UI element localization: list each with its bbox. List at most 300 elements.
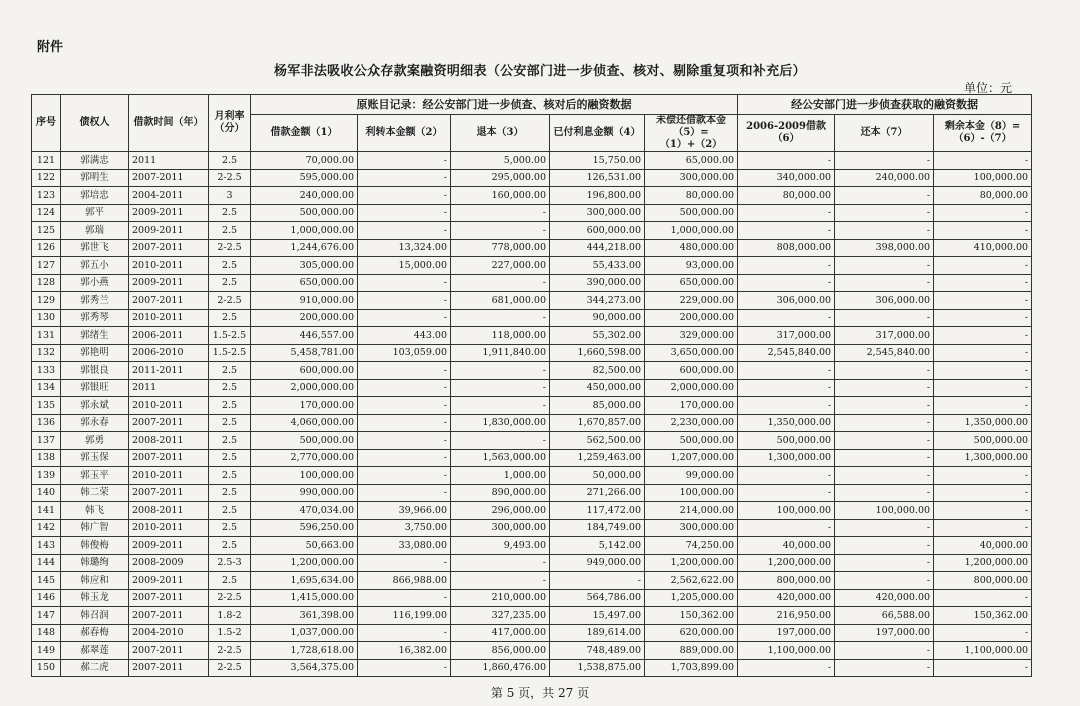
- cell-loan-2006-2009: -: [738, 379, 835, 397]
- cell-refund: -: [451, 554, 550, 572]
- cell-rate: 2.5: [209, 222, 251, 240]
- cell-seq: 131: [32, 327, 61, 345]
- cell-unpaid: 1,205,000.00: [645, 589, 738, 607]
- cell-loan-2006-2009: -: [738, 659, 835, 677]
- cell-interest-to-principal: -: [358, 589, 451, 607]
- cell-paid-interest: 15,750.00: [550, 152, 645, 170]
- cell-rate: 1.5-2.5: [209, 327, 251, 345]
- cell-rate: 2.5: [209, 309, 251, 327]
- cell-interest-to-principal: -: [358, 397, 451, 415]
- cell-interest-to-principal: 39,966.00: [358, 502, 451, 520]
- table-body: [32, 152, 1032, 677]
- cell-interest-to-principal: -: [358, 292, 451, 310]
- cell-loan: 200,000.00: [251, 309, 358, 327]
- cell-paid-interest: 196,800.00: [550, 187, 645, 205]
- table-row: [32, 169, 1032, 187]
- cell-paid-interest: 300,000.00: [550, 204, 645, 222]
- cell-remaining: -: [934, 257, 1032, 275]
- cell-rate: 1.8-2: [209, 607, 251, 625]
- cell-seq: 145: [32, 572, 61, 590]
- cell-loan: 910,000.00: [251, 292, 358, 310]
- cell-repay: -: [835, 187, 934, 205]
- table-row: [32, 659, 1032, 677]
- cell-period: 2011: [129, 152, 209, 170]
- cell-interest-to-principal: 116,199.00: [358, 607, 451, 625]
- cell-period: 2008-2011: [129, 432, 209, 450]
- cell-paid-interest: 450,000.00: [550, 379, 645, 397]
- cell-repay: -: [835, 309, 934, 327]
- cell-period: 2009-2011: [129, 537, 209, 555]
- cell-paid-interest: 184,749.00: [550, 519, 645, 537]
- cell-seq: 125: [32, 222, 61, 240]
- cell-paid-interest: 55,302.00: [550, 327, 645, 345]
- cell-paid-interest: 271,266.00: [550, 484, 645, 502]
- cell-interest-to-principal: -: [358, 484, 451, 502]
- table-row: [32, 187, 1032, 205]
- cell-rate: 2.5: [209, 519, 251, 537]
- cell-loan: 3,564,375.00: [251, 659, 358, 677]
- cell-period: 2008-2011: [129, 502, 209, 520]
- cell-refund: 1,563,000.00: [451, 449, 550, 467]
- cell-refund: 778,000.00: [451, 239, 550, 257]
- cell-loan: 500,000.00: [251, 204, 358, 222]
- cell-refund: 210,000.00: [451, 589, 550, 607]
- cell-remaining: 100,000.00: [934, 169, 1032, 187]
- cell-unpaid: 74,250.00: [645, 537, 738, 555]
- cell-period: 2010-2011: [129, 309, 209, 327]
- cell-refund: 1,830,000.00: [451, 414, 550, 432]
- cell-seq: 121: [32, 152, 61, 170]
- cell-rate: 2-2.5: [209, 589, 251, 607]
- cell-seq: 143: [32, 537, 61, 555]
- cell-loan: 446,557.00: [251, 327, 358, 345]
- cell-interest-to-principal: -: [358, 152, 451, 170]
- cell-interest-to-principal: -: [358, 467, 451, 485]
- cell-loan: 500,000.00: [251, 432, 358, 450]
- table-row: [32, 414, 1032, 432]
- cell-loan-2006-2009: -: [738, 274, 835, 292]
- page-footer: 第 5 页，共 27 页: [490, 686, 590, 700]
- cell-interest-to-principal: -: [358, 169, 451, 187]
- cell-period: 2010-2011: [129, 519, 209, 537]
- cell-loan-2006-2009: 1,200,000.00: [738, 554, 835, 572]
- cell-creditor: 郭玉平: [61, 467, 129, 485]
- cell-period: 2007-2011: [129, 449, 209, 467]
- cell-seq: 130: [32, 309, 61, 327]
- cell-creditor: 郭绪生: [61, 327, 129, 345]
- cell-repay: -: [835, 537, 934, 555]
- cell-rate: 2.5: [209, 204, 251, 222]
- cell-unpaid: 1,200,000.00: [645, 554, 738, 572]
- cell-loan: 596,250.00: [251, 519, 358, 537]
- cell-creditor: 郭秀琴: [61, 309, 129, 327]
- cell-creditor: 郭永春: [61, 414, 129, 432]
- cell-repay: 240,000.00: [835, 169, 934, 187]
- cell-remaining: 1,200,000.00: [934, 554, 1032, 572]
- cell-rate: 2.5-3: [209, 554, 251, 572]
- cell-paid-interest: 15,497.00: [550, 607, 645, 625]
- cell-repay: -: [835, 659, 934, 677]
- table-row: [32, 642, 1032, 660]
- cell-rate: 3: [209, 187, 251, 205]
- cell-repay: -: [835, 152, 934, 170]
- cell-period: 2011: [129, 379, 209, 397]
- cell-remaining: 40,000.00: [934, 537, 1032, 555]
- cell-loan-2006-2009: -: [738, 397, 835, 415]
- cell-repay: -: [835, 449, 934, 467]
- cell-period: 2007-2011: [129, 607, 209, 625]
- cell-unpaid: 1,000,000.00: [645, 222, 738, 240]
- cell-seq: 146: [32, 589, 61, 607]
- cell-paid-interest: 748,489.00: [550, 642, 645, 660]
- cell-unpaid: 93,000.00: [645, 257, 738, 275]
- table-row: [32, 519, 1032, 537]
- cell-loan: 170,000.00: [251, 397, 358, 415]
- cell-remaining: -: [934, 327, 1032, 345]
- cell-unpaid: 1,207,000.00: [645, 449, 738, 467]
- cell-loan: 5,458,781.00: [251, 344, 358, 362]
- cell-repay: -: [835, 554, 934, 572]
- cell-unpaid: 889,000.00: [645, 642, 738, 660]
- cell-unpaid: 99,000.00: [645, 467, 738, 485]
- cell-interest-to-principal: -: [358, 309, 451, 327]
- header-group-original: 原账目记录：经公安部门进一步侦查、核对后的融资数据: [251, 95, 738, 115]
- cell-unpaid: 150,362.00: [645, 607, 738, 625]
- cell-loan-2006-2009: -: [738, 362, 835, 380]
- cell-paid-interest: 1,660,598.00: [550, 344, 645, 362]
- cell-loan-2006-2009: 420,000.00: [738, 589, 835, 607]
- table-row: [32, 309, 1032, 327]
- cell-period: 2006-2010: [129, 344, 209, 362]
- cell-creditor: 韩俊梅: [61, 537, 129, 555]
- cell-unpaid: 329,000.00: [645, 327, 738, 345]
- cell-refund: -: [451, 397, 550, 415]
- cell-refund: 1,860,476.00: [451, 659, 550, 677]
- cell-refund: 9,493.00: [451, 537, 550, 555]
- table-row: [32, 537, 1032, 555]
- cell-period: 2010-2011: [129, 397, 209, 415]
- cell-period: 2011-2011: [129, 362, 209, 380]
- cell-period: 2007-2011: [129, 169, 209, 187]
- cell-paid-interest: 1,259,463.00: [550, 449, 645, 467]
- cell-remaining: -: [934, 222, 1032, 240]
- cell-loan-2006-2009: -: [738, 257, 835, 275]
- cell-unpaid: 620,000.00: [645, 624, 738, 642]
- cell-seq: 132: [32, 344, 61, 362]
- cell-interest-to-principal: 15,000.00: [358, 257, 451, 275]
- cell-period: 2004-2011: [129, 187, 209, 205]
- cell-rate: 2-2.5: [209, 239, 251, 257]
- cell-rate: 2-2.5: [209, 659, 251, 677]
- cell-interest-to-principal: -: [358, 187, 451, 205]
- cell-unpaid: 229,000.00: [645, 292, 738, 310]
- cell-rate: 2.5: [209, 397, 251, 415]
- cell-loan-2006-2009: -: [738, 204, 835, 222]
- cell-remaining: -: [934, 344, 1032, 362]
- cell-paid-interest: 50,000.00: [550, 467, 645, 485]
- cell-refund: 118,000.00: [451, 327, 550, 345]
- table-row: [32, 379, 1032, 397]
- header-loan-2006-2009: 2006-2009借款（6）: [738, 115, 835, 152]
- cell-remaining: -: [934, 362, 1032, 380]
- cell-paid-interest: 5,142.00: [550, 537, 645, 555]
- cell-rate: 1.5-2.5: [209, 344, 251, 362]
- cell-loan: 361,398.00: [251, 607, 358, 625]
- cell-repay: -: [835, 204, 934, 222]
- cell-remaining: -: [934, 204, 1032, 222]
- cell-loan: 240,000.00: [251, 187, 358, 205]
- cell-seq: 148: [32, 624, 61, 642]
- cell-period: 2010-2011: [129, 467, 209, 485]
- cell-rate: 2.5: [209, 414, 251, 432]
- cell-repay: -: [835, 379, 934, 397]
- header-paid-interest: 已付利息金额（4）: [550, 115, 645, 152]
- table-row: [32, 572, 1032, 590]
- table-row: [32, 502, 1032, 520]
- cell-period: 2009-2011: [129, 204, 209, 222]
- cell-refund: 1,000.00: [451, 467, 550, 485]
- cell-interest-to-principal: -: [358, 624, 451, 642]
- cell-seq: 141: [32, 502, 61, 520]
- cell-creditor: 郝翠莲: [61, 642, 129, 660]
- table-row: [32, 397, 1032, 415]
- cell-loan: 1,415,000.00: [251, 589, 358, 607]
- cell-refund: 300,000.00: [451, 519, 550, 537]
- cell-repay: -: [835, 257, 934, 275]
- header-seq: 序号: [32, 95, 61, 152]
- cell-interest-to-principal: -: [358, 222, 451, 240]
- cell-unpaid: 600,000.00: [645, 362, 738, 380]
- cell-seq: 133: [32, 362, 61, 380]
- cell-creditor: 郭满忠: [61, 152, 129, 170]
- cell-loan-2006-2009: 317,000.00: [738, 327, 835, 345]
- cell-creditor: 韩璐绚: [61, 554, 129, 572]
- cell-rate: 2.5: [209, 362, 251, 380]
- table-row: [32, 327, 1032, 345]
- cell-remaining: 500,000.00: [934, 432, 1032, 450]
- table-row: [32, 554, 1032, 572]
- cell-loan: 470,034.00: [251, 502, 358, 520]
- cell-remaining: -: [934, 292, 1032, 310]
- cell-repay: -: [835, 572, 934, 590]
- header-group-police: 经公安部门进一步侦查获取的融资数据: [738, 95, 1032, 115]
- cell-loan: 650,000.00: [251, 274, 358, 292]
- cell-rate: 2.5: [209, 449, 251, 467]
- cell-paid-interest: 562,500.00: [550, 432, 645, 450]
- cell-creditor: 郭五小: [61, 257, 129, 275]
- cell-loan-2006-2009: 340,000.00: [738, 169, 835, 187]
- cell-repay: -: [835, 484, 934, 502]
- cell-repay: 66,588.00: [835, 607, 934, 625]
- cell-rate: 2.5: [209, 432, 251, 450]
- cell-rate: 2-2.5: [209, 642, 251, 660]
- cell-refund: -: [451, 222, 550, 240]
- cell-paid-interest: 55,433.00: [550, 257, 645, 275]
- cell-loan-2006-2009: 100,000.00: [738, 502, 835, 520]
- cell-loan: 1,000,000.00: [251, 222, 358, 240]
- cell-unpaid: 2,000,000.00: [645, 379, 738, 397]
- cell-remaining: 1,100,000.00: [934, 642, 1032, 660]
- header-loan: 借款金额（1）: [251, 115, 358, 152]
- cell-creditor: 韩玉龙: [61, 589, 129, 607]
- cell-unpaid: 80,000.00: [645, 187, 738, 205]
- table-row: [32, 204, 1032, 222]
- cell-seq: 140: [32, 484, 61, 502]
- unit-label: 单位：元: [963, 81, 1012, 95]
- cell-creditor: 韩召润: [61, 607, 129, 625]
- cell-remaining: -: [934, 589, 1032, 607]
- cell-seq: 139: [32, 467, 61, 485]
- cell-paid-interest: 390,000.00: [550, 274, 645, 292]
- cell-paid-interest: 1,538,875.00: [550, 659, 645, 677]
- table-row: [32, 467, 1032, 485]
- cell-seq: 149: [32, 642, 61, 660]
- cell-remaining: -: [934, 659, 1032, 677]
- cell-creditor: 郭永斌: [61, 397, 129, 415]
- cell-repay: -: [835, 274, 934, 292]
- cell-loan-2006-2009: -: [738, 152, 835, 170]
- cell-paid-interest: 117,472.00: [550, 502, 645, 520]
- cell-repay: 100,000.00: [835, 502, 934, 520]
- cell-loan: 1,728,618.00: [251, 642, 358, 660]
- cell-paid-interest: 564,786.00: [550, 589, 645, 607]
- cell-interest-to-principal: 443.00: [358, 327, 451, 345]
- cell-loan: 4,060,000.00: [251, 414, 358, 432]
- cell-interest-to-principal: -: [358, 414, 451, 432]
- cell-paid-interest: 600,000.00: [550, 222, 645, 240]
- cell-unpaid: 480,000.00: [645, 239, 738, 257]
- cell-repay: -: [835, 519, 934, 537]
- cell-interest-to-principal: 103,059.00: [358, 344, 451, 362]
- cell-interest-to-principal: 16,382.00: [358, 642, 451, 660]
- cell-remaining: -: [934, 397, 1032, 415]
- header-refund: 退本（3）: [451, 115, 550, 152]
- cell-rate: 2.5: [209, 572, 251, 590]
- cell-creditor: 郭秀兰: [61, 292, 129, 310]
- cell-refund: 856,000.00: [451, 642, 550, 660]
- cell-interest-to-principal: -: [358, 204, 451, 222]
- cell-repay: -: [835, 222, 934, 240]
- cell-refund: -: [451, 362, 550, 380]
- cell-creditor: 郭玉保: [61, 449, 129, 467]
- table-row: [32, 432, 1032, 450]
- cell-paid-interest: 126,531.00: [550, 169, 645, 187]
- cell-repay: 398,000.00: [835, 239, 934, 257]
- cell-seq: 134: [32, 379, 61, 397]
- cell-refund: -: [451, 274, 550, 292]
- cell-remaining: -: [934, 467, 1032, 485]
- cell-seq: 147: [32, 607, 61, 625]
- cell-loan: 2,000,000.00: [251, 379, 358, 397]
- cell-creditor: 郭银旺: [61, 379, 129, 397]
- cell-creditor: 韩广智: [61, 519, 129, 537]
- document-title: 杨军非法吸收公众存款案融资明细表（公安部门进一步侦查、核对、剔除重复项和补充后）: [273, 64, 806, 79]
- cell-remaining: 1,350,000.00: [934, 414, 1032, 432]
- cell-unpaid: 2,562,622.00: [645, 572, 738, 590]
- cell-seq: 126: [32, 239, 61, 257]
- cell-creditor: 郭勇: [61, 432, 129, 450]
- cell-paid-interest: 90,000.00: [550, 309, 645, 327]
- cell-creditor: 郭银良: [61, 362, 129, 380]
- cell-refund: 160,000.00: [451, 187, 550, 205]
- cell-loan-2006-2009: 40,000.00: [738, 537, 835, 555]
- cell-refund: 890,000.00: [451, 484, 550, 502]
- cell-creditor: 郭艳明: [61, 344, 129, 362]
- cell-seq: 137: [32, 432, 61, 450]
- cell-seq: 124: [32, 204, 61, 222]
- cell-period: 2007-2011: [129, 484, 209, 502]
- cell-remaining: -: [934, 379, 1032, 397]
- cell-repay: -: [835, 414, 934, 432]
- cell-creditor: 郝二虎: [61, 659, 129, 677]
- cell-seq: 142: [32, 519, 61, 537]
- cell-unpaid: 100,000.00: [645, 484, 738, 502]
- table-row: [32, 222, 1032, 240]
- cell-period: 2007-2011: [129, 292, 209, 310]
- cell-unpaid: 500,000.00: [645, 204, 738, 222]
- cell-repay: 2,545,840.00: [835, 344, 934, 362]
- cell-loan-2006-2009: 2,545,840.00: [738, 344, 835, 362]
- cell-repay: -: [835, 467, 934, 485]
- cell-loan-2006-2009: 306,000.00: [738, 292, 835, 310]
- cell-remaining: -: [934, 519, 1032, 537]
- cell-paid-interest: 444,218.00: [550, 239, 645, 257]
- cell-creditor: 郭培忠: [61, 187, 129, 205]
- cell-rate: 2.5: [209, 537, 251, 555]
- cell-rate: 2-2.5: [209, 169, 251, 187]
- cell-interest-to-principal: -: [358, 449, 451, 467]
- cell-creditor: 郭小燕: [61, 274, 129, 292]
- cell-unpaid: 650,000.00: [645, 274, 738, 292]
- cell-loan: 305,000.00: [251, 257, 358, 275]
- cell-creditor: 郭瑞: [61, 222, 129, 240]
- cell-unpaid: 65,000.00: [645, 152, 738, 170]
- table-row: [32, 362, 1032, 380]
- cell-refund: 417,000.00: [451, 624, 550, 642]
- cell-paid-interest: -: [550, 572, 645, 590]
- cell-interest-to-principal: 33,080.00: [358, 537, 451, 555]
- cell-loan-2006-2009: 808,000.00: [738, 239, 835, 257]
- cell-loan: 1,695,634.00: [251, 572, 358, 590]
- cell-seq: 135: [32, 397, 61, 415]
- cell-loan-2006-2009: 500,000.00: [738, 432, 835, 450]
- cell-paid-interest: 85,000.00: [550, 397, 645, 415]
- cell-unpaid: 300,000.00: [645, 519, 738, 537]
- cell-creditor: 郭明生: [61, 169, 129, 187]
- cell-remaining: 80,000.00: [934, 187, 1032, 205]
- cell-remaining: -: [934, 274, 1032, 292]
- cell-loan: 595,000.00: [251, 169, 358, 187]
- cell-refund: -: [451, 204, 550, 222]
- cell-remaining: -: [934, 624, 1032, 642]
- cell-remaining: -: [934, 484, 1032, 502]
- table-row: [32, 589, 1032, 607]
- cell-repay: -: [835, 432, 934, 450]
- cell-remaining: -: [934, 309, 1032, 327]
- cell-repay: -: [835, 397, 934, 415]
- cell-remaining: 410,000.00: [934, 239, 1032, 257]
- cell-period: 2010-2011: [129, 257, 209, 275]
- cell-loan-2006-2009: 800,000.00: [738, 572, 835, 590]
- cell-loan-2006-2009: -: [738, 467, 835, 485]
- cell-unpaid: 2,230,000.00: [645, 414, 738, 432]
- table-row: [32, 484, 1032, 502]
- cell-creditor: 韩飞: [61, 502, 129, 520]
- cell-refund: 1,911,840.00: [451, 344, 550, 362]
- cell-interest-to-principal: -: [358, 432, 451, 450]
- cell-repay: 306,000.00: [835, 292, 934, 310]
- cell-repay: -: [835, 362, 934, 380]
